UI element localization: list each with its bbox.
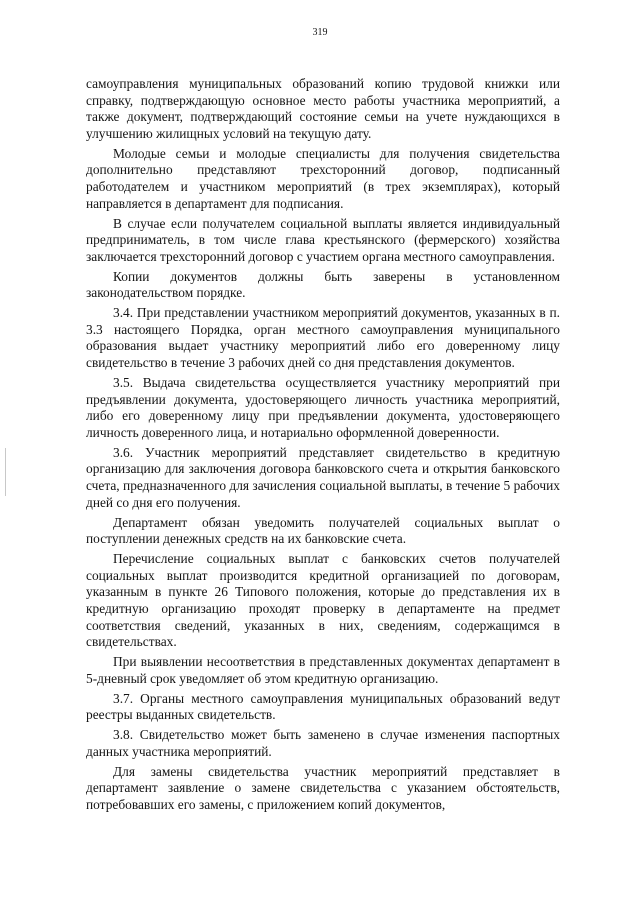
paragraph: При выявлении несоответствия в представленных документах департамент в 5-дневный срок уведомляет об этом кредитную организацию. [86, 654, 560, 686]
paragraph: 3.8. Свидетельство может быть заменено в случае изменения паспортных данных участника мероприятий. [86, 727, 560, 759]
document-text [86, 76, 560, 817]
paragraph: В случае если получателем социальной выплаты является индивидуальный предприниматель, в том числе глава крестьянского (фермерского) хозяйства заключается трехсторонний договор с участием органа местного самоуправления. [86, 215, 560, 264]
paragraph: 3.7. Органы местного самоуправления муниципальных образований ведут реестры выданных свидетельств. [86, 690, 560, 723]
paragraph: 3.4. При представлении участником мероприятий документов, указанных в п. 3.3 настоящего Порядка, орган местного самоуправления муниципального образования выдает участнику мероприятий либо его доверенному лицу свидетельство в течение 3 рабочих дней со дня представления документов. [86, 305, 560, 371]
paragraph: 3.6. Участник мероприятий представляет свидетельство в кредитную организацию для заключения договора банковского счета и открытия банковского счета, предназначенного для зачисления социальной выплаты, в течение 5 рабочих дней со дня его получения. [86, 444, 560, 510]
paragraph: 3.5. Выдача свидетельства осуществляется участнику мероприятий при предъявлении документа, удостоверяющего личность участника мероприятий, либо его доверенному лицу при предъявлении документа, удостоверяющего личность доверенного лица, и нотариально оформленной доверенности. [86, 375, 560, 440]
paragraph: Для замены свидетельства участник мероприятий представляет в департамент заявление о замене свидетельства с указанием обстоятельств, потребовавших его замены, с приложением копий документов, [86, 763, 560, 813]
paragraph: Департамент обязан уведомить получателей социальных выплат о поступлении денежных средств на их банковские счета. [86, 514, 560, 547]
paragraph: Копии документов должны быть заверены в установленном законодательством порядке. [86, 268, 560, 301]
paragraph: Перечисление социальных выплат с банковских счетов получателей социальных выплат производится кредитной организацией по договорам, указанным в пункте 26 Типового положения, которые до представления их в кредитную организацию проходят проверку в департаменте на предмет соответствия сведений, указанных в них, сведениям, содержащимся в свидетельствах. [86, 551, 560, 650]
scan-margin-mark [5, 448, 6, 496]
page-number: 319 [312, 27, 328, 38]
paragraph: самоуправления муниципальных образований копию трудовой книжки или справку, подтверждающую основное место работы участника мероприятий, а также документ, подтверждающий состояние семьи на учете нуждающихся в улучшению жилищных условий на текущую дату. [86, 76, 560, 141]
paragraph: Молодые семьи и молодые специалисты для получения свидетельства дополнительно представляют трехсторонний договор, подписанный работодателем и участником мероприятий (в трех экземплярах), который направляется в департамент для подписания. [86, 145, 560, 211]
